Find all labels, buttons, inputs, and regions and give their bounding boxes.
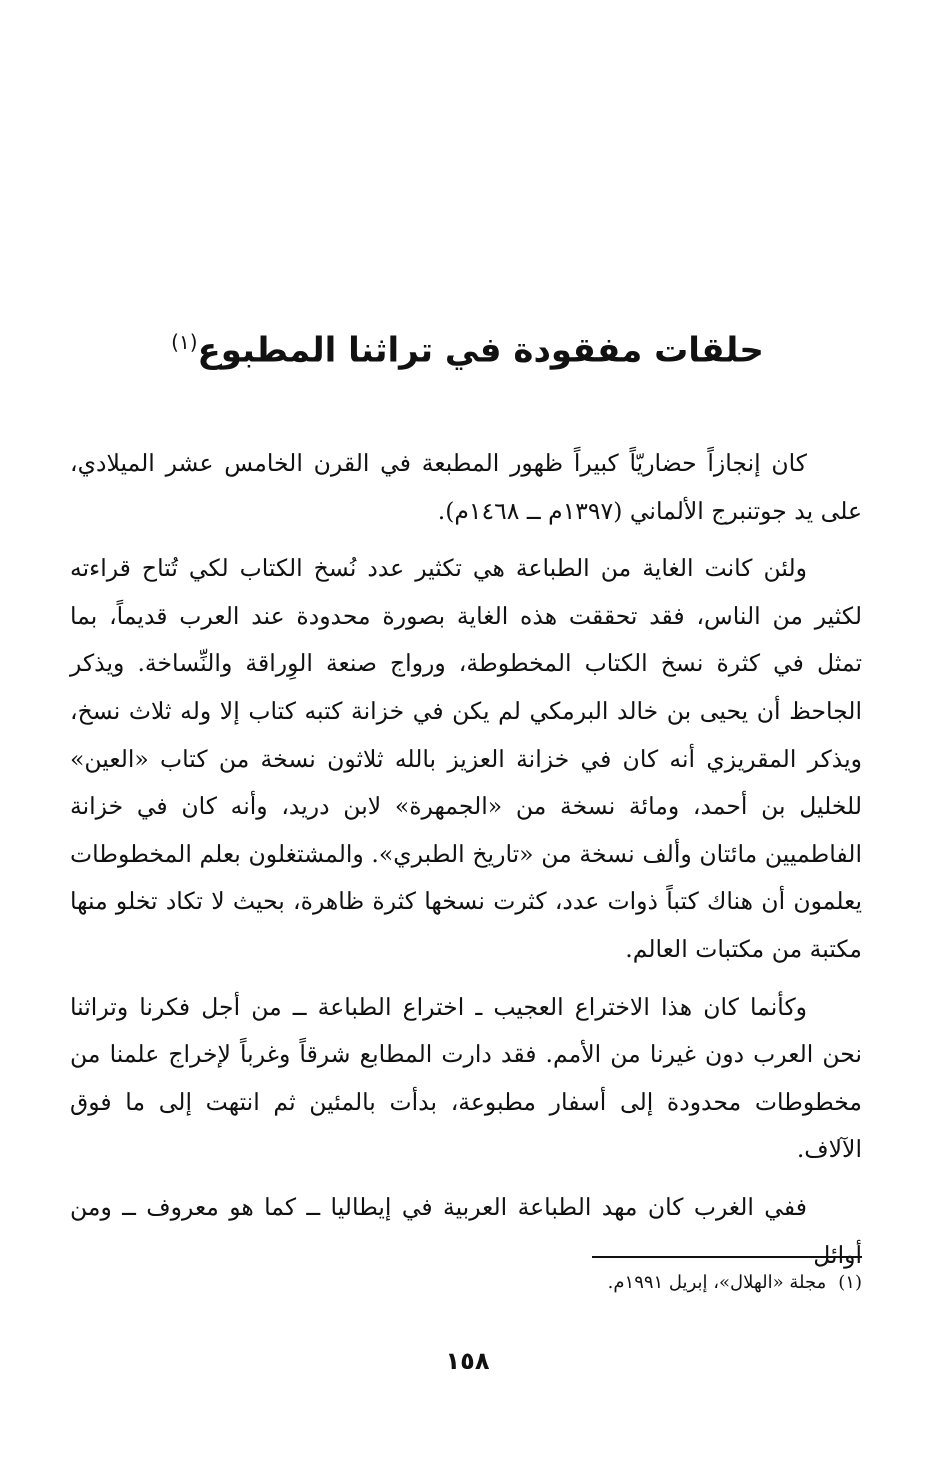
body-text <box>70 440 862 1289</box>
paragraph-3: وكأنما كان هذا الاختراع العجيب ـ اختراع الطباعة ــ من أجل فكرنا وتراثنا نحن العرب دون غيرنا من الأمم. فقد دارت المطابع شرقاً وغرباً لإخراج علمنا من مخطوطات محدودة إلى أسفار مطبوعة، بدأت بالمئين ثم انتهت إلى ما فوق الآلاف. <box>70 992 862 1164</box>
footnote-separator <box>592 1256 862 1258</box>
chapter-title-text: حلقات مفقودة في تراثنا المطبوع <box>197 330 764 371</box>
footnote-text: مجلة «الهلال»، إبريل ١٩٩١م. <box>607 1272 827 1293</box>
footnote <box>400 1268 862 1298</box>
paragraph-1: كان إنجازاً حضاريّاً كبيراً ظهور المطبعة في القرن الخامس عشر الميلادي، على يد جوتنبرج الألماني (١٣٩٧م ــ ١٤٦٨م). <box>70 449 862 525</box>
title-footnote-marker: (١) <box>171 330 198 354</box>
footnote-marker: (١) <box>838 1272 862 1293</box>
paragraph-4: ففي الغرب كان مهد الطباعة العربية في إيطاليا ــ كما هو معروف ــ ومن أوائل <box>70 1192 862 1269</box>
page-number: ١٥٨ <box>445 1347 490 1375</box>
chapter-title <box>150 312 785 380</box>
paragraph-2: ولئن كانت الغاية من الطباعة هي تكثير عدد نُسخ الكتاب لكي تُتاح قراءته لكثير من الناس، فقد تحققت هذه الغاية بصورة محدودة عند العرب قديماً، بما تمثل في كثرة نسخ الكتاب المخطوطة، ورواج صنعة الوِراقة والنِّساخة. ويذكر الجاحظ أن يحيى بن خالد البرمكي لم يكن في خزانة كتبه كتاب إلا وله ثلاث نسخ، ويذكر المقريزي أنه كان في خزانة العزيز بالله ثلاثون نسخة من كتاب «العين» للخليل بن أحمد، ومائة نسخة من «الجمهرة» لابن دريد، وأنه كان في خزانة الفاطميين مائتان وألف نسخة من «تاريخ الطبري». والمشتغلون بعلم المخطوطات يعلمون أن هناك كتباً ذوات عدد، كثرت نسخها كثرة ظاهرة، بحيث لا تكاد تخلو منها مكتبة من مكتبات العالم. <box>70 554 862 963</box>
